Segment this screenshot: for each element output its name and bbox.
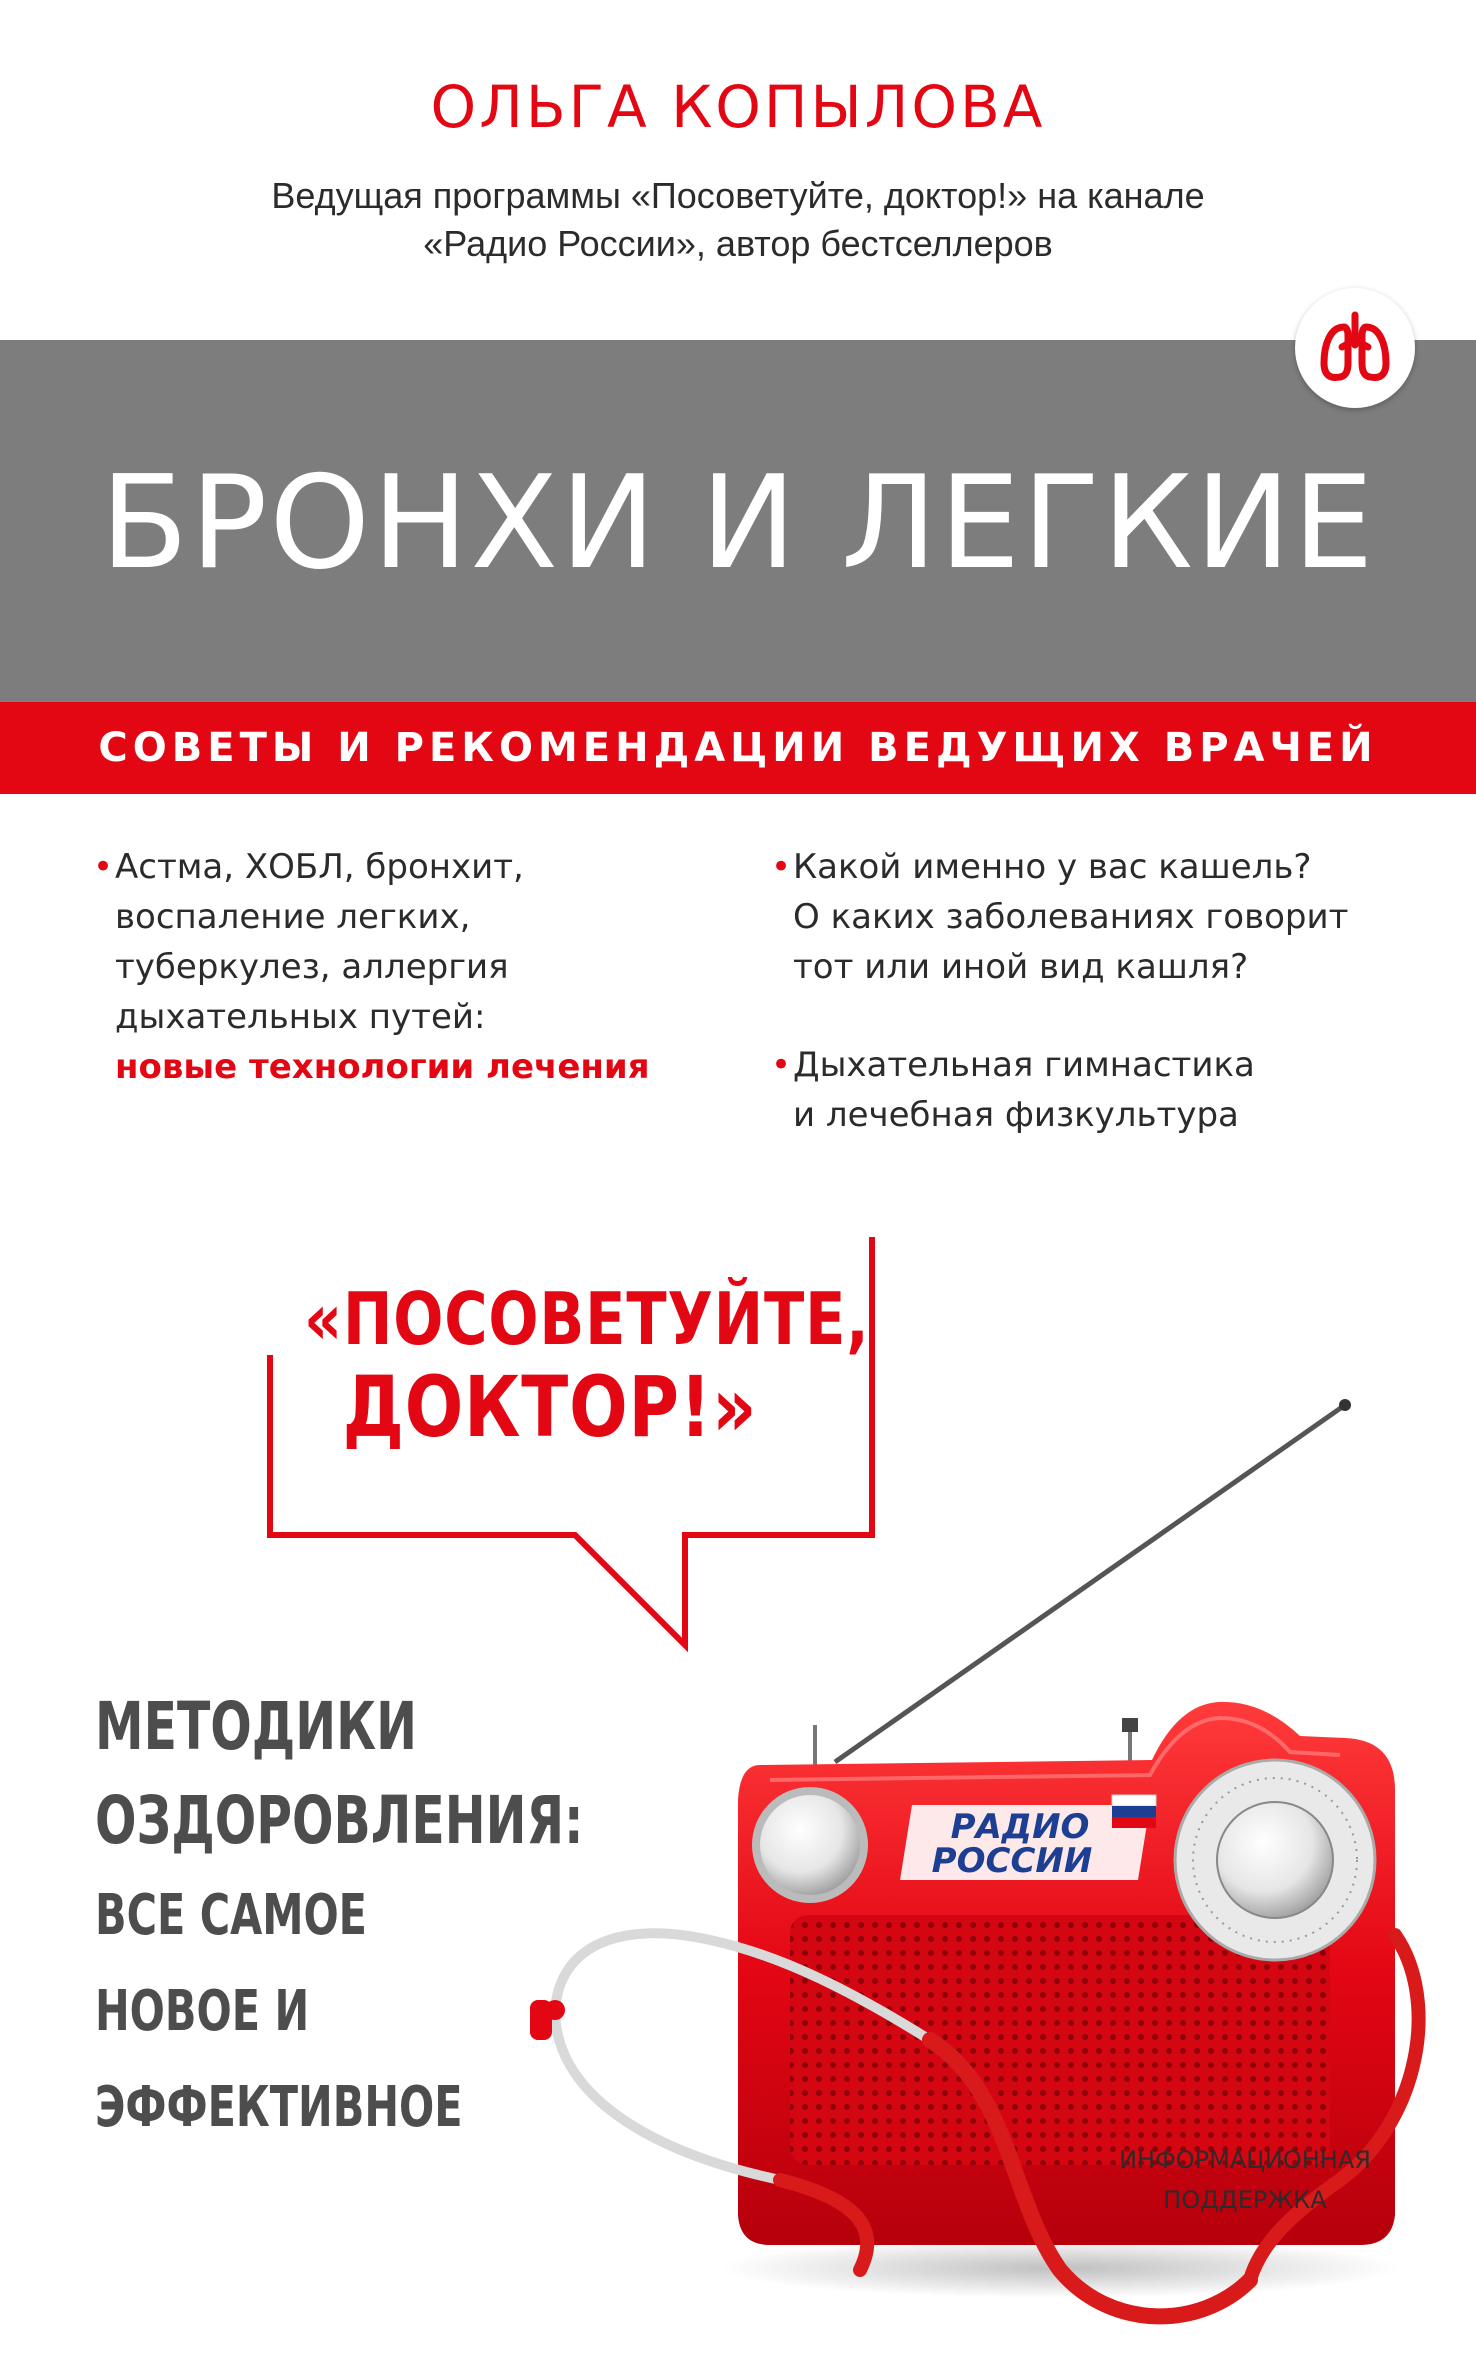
bullet-left-line-1: Астма, ХОБЛ, бронхит,: [115, 847, 524, 887]
info-support: [1085, 2140, 1405, 2220]
dial-knob: [1217, 1802, 1333, 1918]
antenna-tip: [1339, 1399, 1351, 1411]
subtitle-line-1: Ведущая программы «Посоветуйте, доктор!» на канале: [271, 175, 1205, 216]
bullet-marker: •: [93, 847, 114, 887]
russian-flag-icon: [1112, 1795, 1156, 1828]
bullet-left-line-2: воспаление легких,: [115, 897, 471, 937]
bullet-marker: •: [771, 847, 792, 887]
bullet-left-highlight: новые технологии лечения: [115, 1047, 650, 1087]
radio-logo-line-1: РАДИО: [950, 1807, 1090, 1847]
methods-line-2: ОЗДОРОВЛЕНИЯ:: [95, 1782, 584, 1859]
bullet-marker: •: [771, 1045, 792, 1085]
bullet-right-1-line-1: Какой именно у вас кашель?: [793, 847, 1312, 887]
info-support-line-1: ИНФОРМАЦИОННАЯ: [1119, 2146, 1371, 2174]
speech-line-1: «ПОСОВЕТУЙТЕ,: [304, 1277, 870, 1361]
methods-line-5: ЭФФЕКТИВНОЕ: [95, 2075, 463, 2140]
radio-russia-logo: [900, 1795, 1156, 1881]
tagline: СОВЕТЫ И РЕКОМЕНДАЦИИ ВЕДУЩИХ ВРАЧЕЙ: [98, 725, 1378, 771]
bullet-right-2-line-1: Дыхательная гимнастика: [793, 1045, 1255, 1085]
methods-line-3: ВСЕ САМОЕ: [95, 1883, 367, 1948]
subtitle-line-2: «Радио России», автор бестселлеров: [423, 223, 1053, 264]
methods-line-4: НОВОЕ И: [95, 1979, 310, 2044]
bullet-right-1-line-3: тот или иной вид кашля?: [793, 947, 1249, 987]
methods-line-1: МЕТОДИКИ: [95, 1688, 417, 1765]
bullet-right-2-line-2: и лечебная физкультура: [793, 1095, 1239, 1135]
bullet-left-line-4: дыхательных путей:: [115, 997, 486, 1037]
speech-line-2: ДОКТОР!»: [342, 1358, 758, 1456]
left-knob: [760, 1795, 860, 1895]
radio-logo-line-2: РОССИИ: [931, 1841, 1093, 1881]
antenna-cap: [1122, 1718, 1138, 1732]
book-title: БРОНХИ И ЛЕГКИЕ: [100, 449, 1376, 598]
author-name: ОЛЬГА КОПЫЛОВА: [430, 73, 1046, 141]
bullet-right-1-line-2: О каких заболеваниях говорит: [793, 897, 1349, 937]
antenna-long: [835, 1405, 1345, 1762]
bullet-left-line-3: туберкулез, аллергия: [115, 947, 509, 987]
info-support-line-2: ПОДДЕРЖКА: [1163, 2186, 1327, 2214]
